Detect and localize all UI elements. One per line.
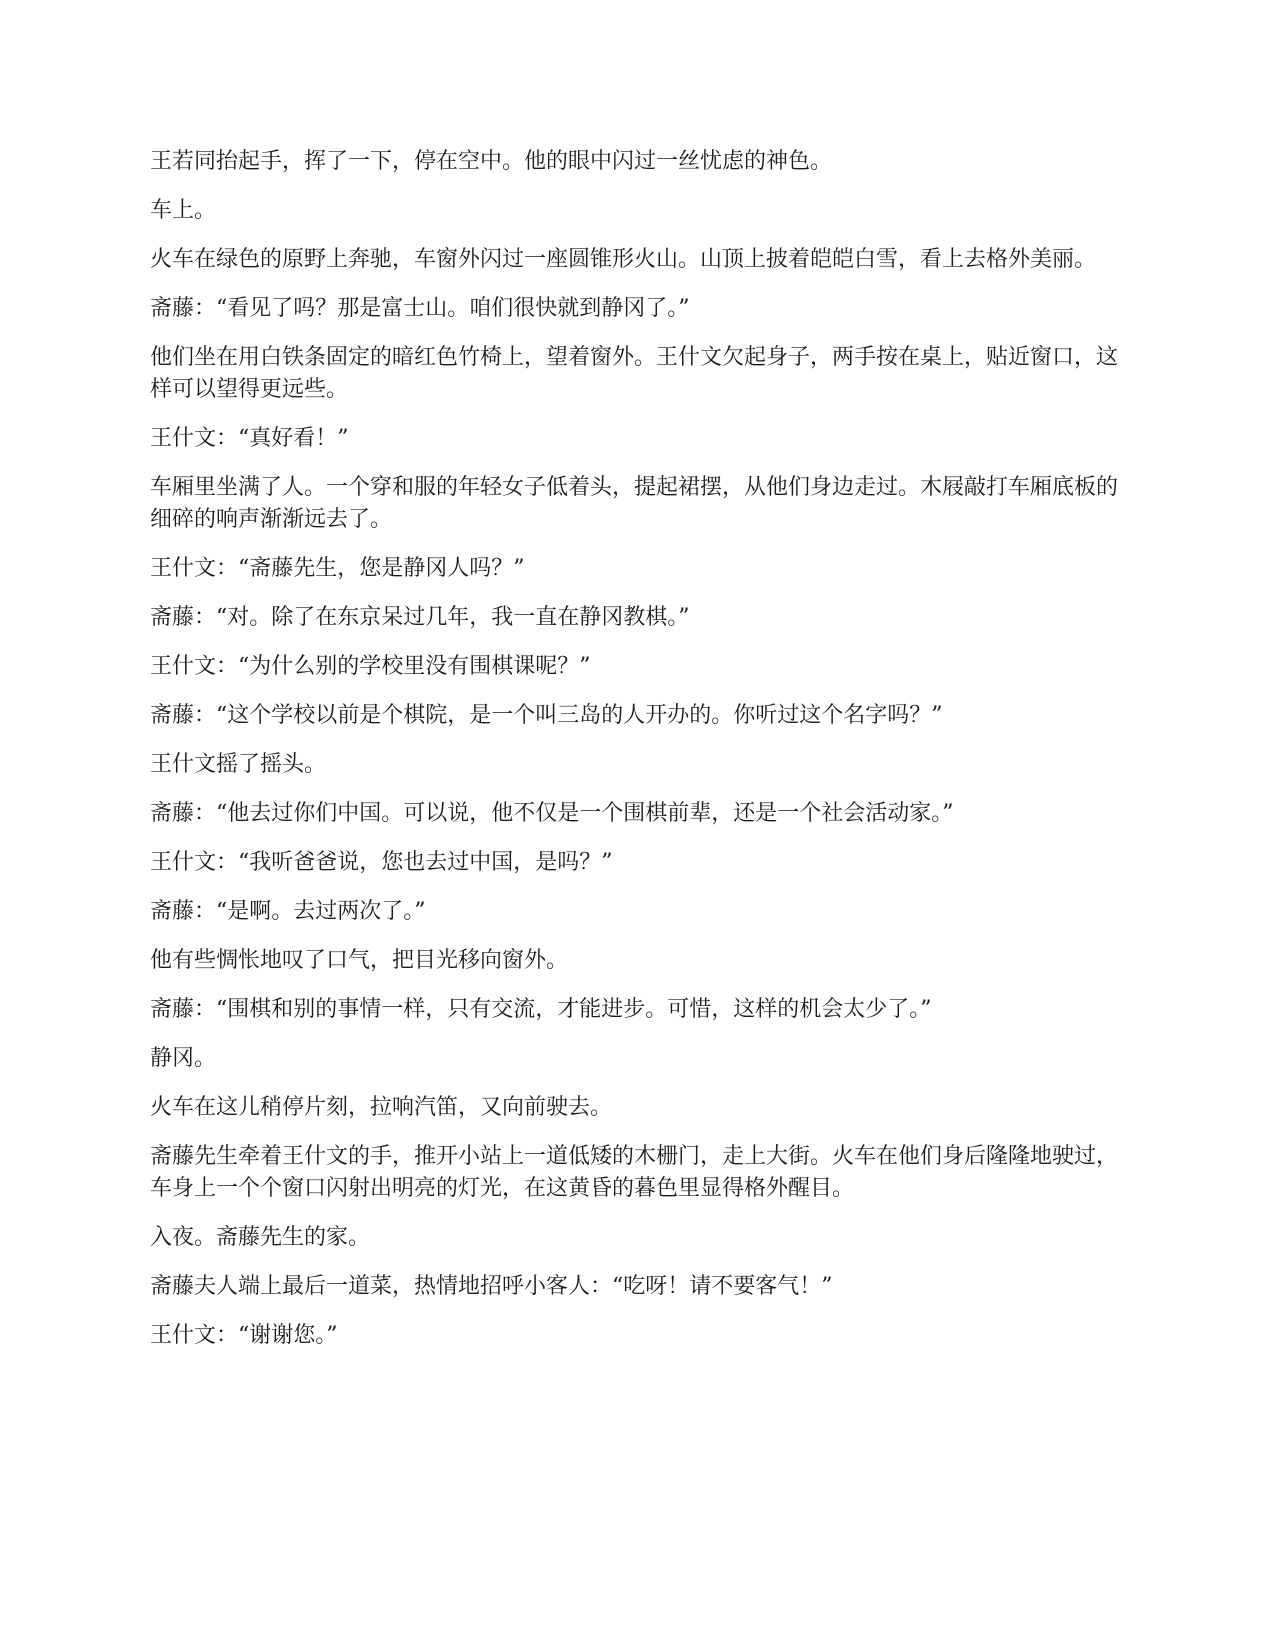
paragraph: 火车在这儿稍停片刻，拉响汽笛，又向前驶去。 [150, 1095, 613, 1120]
paragraph: 王什文：“为什么别的学校里没有围棋课呢？” [150, 654, 591, 679]
paragraph: 他们坐在用白铁条固定的暗红色竹椅上，望着窗外。王什文欠起身子，两手按在桌上，贴近窗口，这样可以望得更远些。 [150, 345, 1119, 402]
paragraph: 斋藤：“是啊。去过两次了。” [150, 899, 426, 924]
paragraph: 静冈。 [150, 1046, 217, 1071]
paragraph: 他有些惆怅地叹了口气，把目光移向窗外。 [150, 948, 569, 973]
paragraph: 车厢里坐满了人。一个穿和服的年轻女子低着头，提起裙摆，从他们身边走过。木屐敲打车厢底板的细碎的响声渐渐远去了。 [150, 475, 1119, 532]
paragraph: 车上。 [150, 198, 217, 223]
paragraph: 入夜。斋藤先生的家。 [150, 1225, 371, 1250]
paragraph: 斋藤：“这个学校以前是个棋院，是一个叫三岛的人开办的。你听过这个名字吗？” [150, 703, 943, 728]
paragraph: 斋藤：“看见了吗？那是富士山。咱们很快就到静冈了。” [150, 296, 690, 321]
paragraph: 王若同抬起手，挥了一下，停在空中。他的眼中闪过一丝忧虑的神色。 [150, 149, 833, 174]
document-body [150, 146, 1130, 1369]
paragraph: 斋藤先生牵着王什文的手，推开小站上一道低矮的木栅门，走上大街。火车在他们身后隆隆地驶过，车身上一个个窗口闪射出明亮的灯光，在这黄昏的暮色里显得格外醒目。 [150, 1144, 1119, 1201]
paragraph: 火车在绿色的原野上奔驰，车窗外闪过一座圆锥形火山。山顶上披着皑皑白雪，看上去格外美丽。 [150, 247, 1097, 272]
paragraph: 斋藤：“他去过你们中国。可以说，他不仅是一个围棋前辈，还是一个社会活动家。” [150, 801, 954, 826]
paragraph: 斋藤：“围棋和别的事情一样，只有交流，才能进步。可惜，这样的机会太少了。” [150, 997, 932, 1022]
paragraph: 王什文：“谢谢您。” [150, 1323, 338, 1348]
paragraph: 斋藤夫人端上最后一道菜，热情地招呼小客人：“吃呀！请不要客气！” [150, 1274, 833, 1299]
paragraph: 王什文：“我听爸爸说，您也去过中国，是吗？” [150, 850, 613, 875]
paragraph: 王什文：“斋藤先生，您是静冈人吗？” [150, 556, 525, 581]
paragraph: 王什文：“真好看！” [150, 426, 349, 451]
paragraph: 王什文摇了摇头。 [150, 752, 327, 777]
paragraph: 斋藤：“对。除了在东京呆过几年，我一直在静冈教棋。” [150, 605, 690, 630]
